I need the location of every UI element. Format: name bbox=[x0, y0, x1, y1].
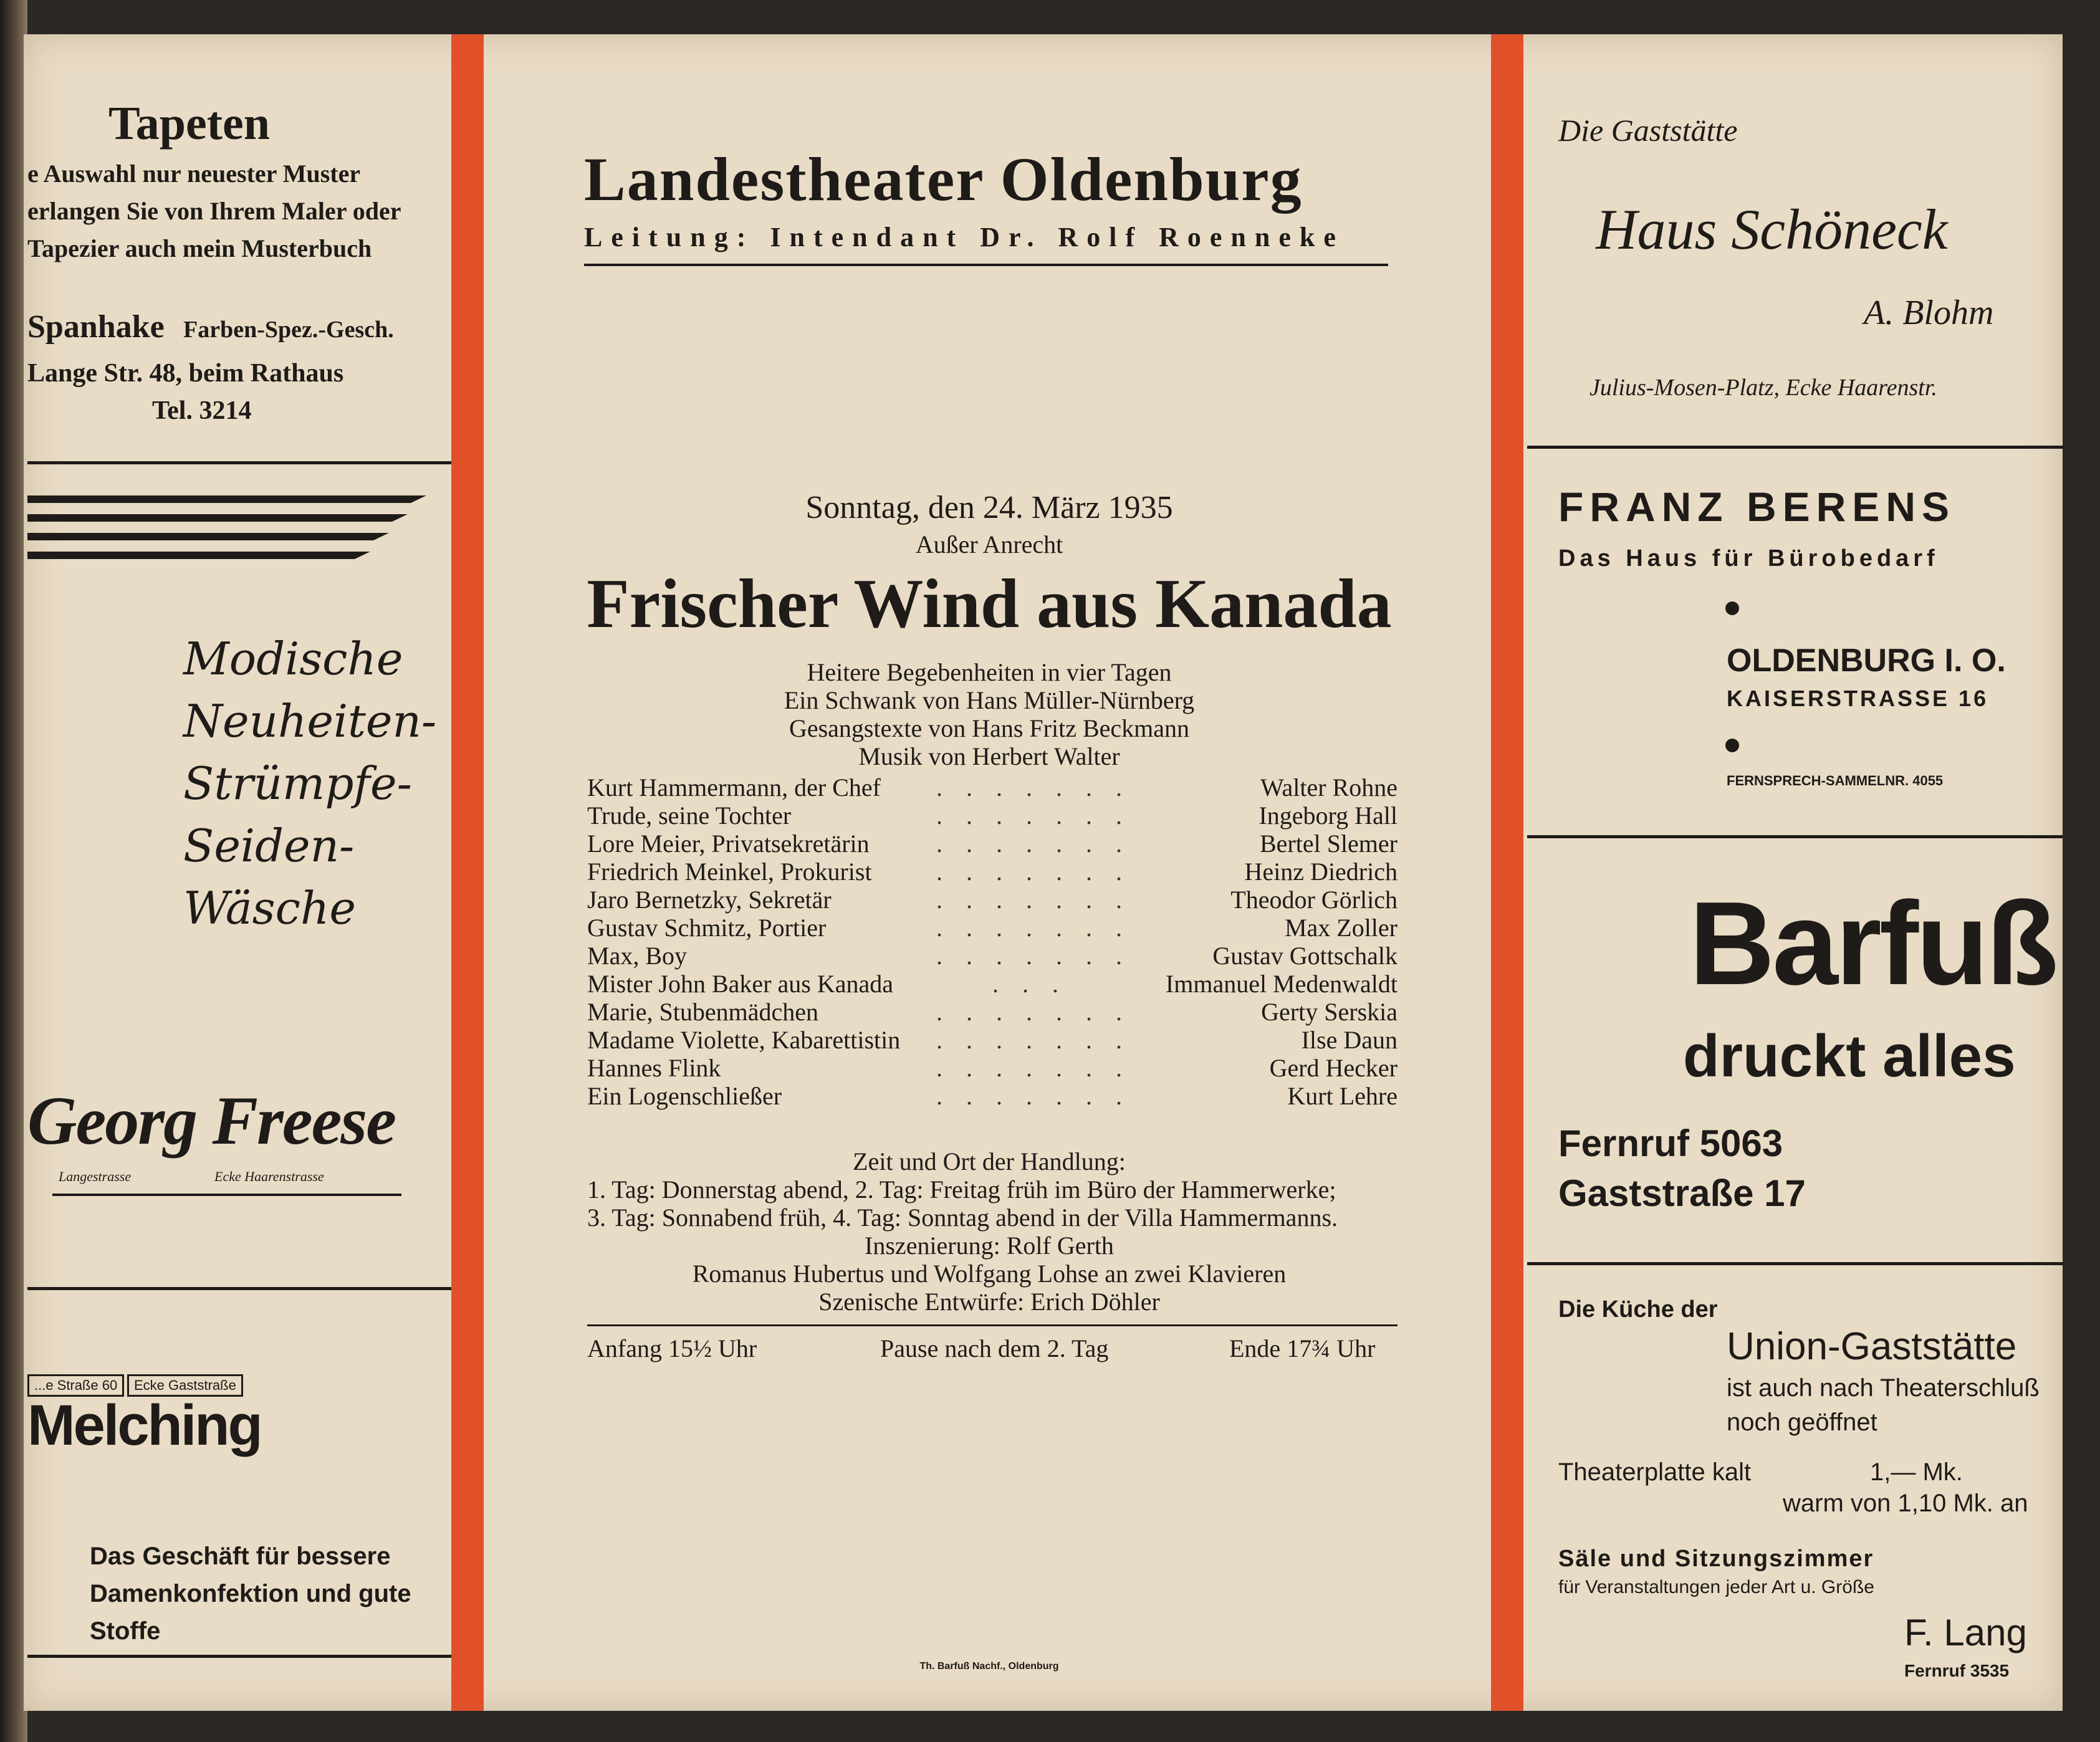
tapeten-line-1: e Auswahl nur neuester Muster bbox=[27, 160, 361, 188]
cast-dots: ....... bbox=[936, 802, 1146, 830]
union-line-2: ist auch nach Theaterschluß bbox=[1727, 1374, 2040, 1402]
cast-actor: Theodor Görlich bbox=[1230, 886, 1398, 914]
pianos-credit: Romanus Hubertus und Wolfgang Lohse an zwei Klavieren bbox=[692, 1260, 1287, 1288]
cast-row bbox=[587, 829, 1398, 856]
union-price-2: warm von 1,10 Mk. an bbox=[1783, 1490, 2028, 1517]
left-ad-column bbox=[27, 34, 451, 1711]
freese-logo: Georg Freese bbox=[27, 1083, 396, 1159]
design-credit: Szenische Entwürfe: Erich Döhler bbox=[818, 1288, 1160, 1316]
modische-line-3: Strümpfe- bbox=[183, 757, 412, 810]
freese-underline bbox=[52, 1194, 401, 1196]
melching-tag-1: ...e Straße 60 bbox=[27, 1374, 124, 1397]
cast-dots: ....... bbox=[936, 1054, 1146, 1082]
berens-phone: FERNSPRECH-SAMMELNR. 4055 bbox=[1727, 773, 1944, 788]
cast-row bbox=[587, 1053, 1398, 1081]
right-ad-column bbox=[1527, 34, 2063, 1711]
end-time: Ende 17¾ Uhr bbox=[1229, 1334, 1376, 1362]
divider bbox=[27, 461, 451, 464]
schoeneck-name: Haus Schöneck bbox=[1596, 198, 1948, 261]
freese-sub-2: Ecke Haarenstrasse bbox=[214, 1169, 324, 1184]
setting-line-2: 3. Tag: Sonnabend früh, 4. Tag: Sonntag abend in der Villa Hammermanns. bbox=[587, 1204, 1338, 1232]
bullet-dot bbox=[1725, 601, 1739, 615]
cast-dots: ....... bbox=[936, 830, 1146, 858]
barfuss-phone: Fernruf 5063 bbox=[1558, 1122, 1783, 1164]
modische-line-4: Seiden- bbox=[183, 820, 355, 872]
play-subtitle: Heitere Begebenheiten in vier Tagen bbox=[807, 658, 1172, 686]
theater-name: Landestheater Oldenburg bbox=[584, 145, 1303, 214]
tapeten-firm: Spanhake bbox=[27, 309, 165, 345]
cast-actor: Bertel Slemer bbox=[1259, 830, 1398, 858]
cast-actor: Immanuel Medenwaldt bbox=[1165, 970, 1398, 998]
tapeten-address: Lange Str. 48, beim Rathaus bbox=[27, 359, 344, 388]
tapeten-phone: Tel. 3214 bbox=[152, 396, 252, 425]
cast-dots: ....... bbox=[936, 858, 1146, 886]
cast-role: Lore Meier, Privatsekretärin bbox=[587, 830, 870, 858]
divider bbox=[27, 1655, 451, 1658]
melching-line-2: Damenkonfektion und gute bbox=[90, 1580, 411, 1607]
play-title: Frischer Wind aus Kanada bbox=[587, 565, 1392, 643]
cast-row bbox=[587, 941, 1398, 969]
barfuss-street: Gaststraße 17 bbox=[1558, 1172, 1806, 1214]
berens-street: KAISERSTRASSE 16 bbox=[1727, 686, 1989, 711]
cast-actor: Heinz Diedrich bbox=[1244, 858, 1398, 886]
tapeten-firm-type: Farben-Spez.-Gesch. bbox=[183, 317, 394, 343]
divider bbox=[1527, 446, 2063, 449]
cast-role: Ein Logenschließer bbox=[587, 1082, 782, 1110]
union-name: Union-Gaststätte bbox=[1727, 1325, 2017, 1368]
right-orange-bar bbox=[1491, 34, 1523, 1711]
play-music: Musik von Herbert Walter bbox=[858, 742, 1120, 770]
cast-actor: Kurt Lehre bbox=[1287, 1082, 1398, 1110]
cast-row bbox=[587, 1025, 1398, 1053]
schoeneck-owner: A. Blohm bbox=[1864, 294, 1994, 332]
cast-row bbox=[587, 1081, 1398, 1109]
cast-dots: ... bbox=[992, 970, 1082, 998]
cast-role: Trude, seine Tochter bbox=[587, 802, 792, 830]
cast-role: Marie, Stubenmädchen bbox=[587, 998, 818, 1026]
cast-role: Kurt Hammermann, der Chef bbox=[587, 773, 881, 802]
union-line-3: noch geöffnet bbox=[1727, 1409, 1877, 1436]
barfuss-name: Barfuß bbox=[1689, 878, 2056, 1010]
cast-row bbox=[587, 801, 1398, 828]
cast-dots: ....... bbox=[936, 942, 1146, 970]
divider bbox=[1527, 835, 2063, 838]
cast-role: Friedrich Meinkel, Prokurist bbox=[587, 858, 872, 886]
cast-dots: ....... bbox=[936, 1026, 1146, 1054]
union-plate: Theaterplatte kalt bbox=[1558, 1458, 1752, 1486]
modische-line-1: Modische bbox=[183, 633, 403, 685]
printer-imprint: Th. Barfuß Nachf., Oldenburg bbox=[919, 1661, 1059, 1672]
cast-row bbox=[587, 969, 1398, 997]
cast-actor: Ilse Daun bbox=[1301, 1026, 1398, 1054]
union-price-1: 1,— Mk. bbox=[1870, 1458, 1963, 1486]
start-time: Anfang 15½ Uhr bbox=[587, 1334, 757, 1362]
times-rule bbox=[587, 1324, 1398, 1326]
melching-line-3: Stoffe bbox=[90, 1617, 161, 1645]
cast-actor: Gerd Hecker bbox=[1269, 1054, 1398, 1082]
cast-actor: Ingeborg Hall bbox=[1259, 802, 1398, 830]
cast-row bbox=[587, 885, 1398, 912]
berens-tagline: Das Haus für Bürobedarf bbox=[1558, 545, 1939, 572]
tapeten-line-3: Tapezier auch mein Musterbuch bbox=[27, 234, 372, 262]
header-rule bbox=[584, 264, 1388, 266]
cast-row bbox=[587, 997, 1398, 1025]
cast-dots: ....... bbox=[936, 998, 1146, 1026]
setting-heading: Zeit und Ort der Handlung: bbox=[853, 1147, 1126, 1175]
union-rooms-sub: für Veranstaltungen jeder Art u. Größe bbox=[1558, 1577, 1874, 1597]
berens-city: OLDENBURG I. O. bbox=[1727, 643, 2006, 679]
cast-actor: Gustav Gottschalk bbox=[1212, 942, 1398, 970]
cast-dots: ....... bbox=[936, 886, 1146, 914]
theater-direction: Leitung: Intendant Dr. Rolf Roenneke bbox=[584, 222, 1345, 252]
tapeten-title: Tapeten bbox=[108, 97, 271, 150]
cast-list bbox=[587, 773, 1398, 1122]
modische-line-5: Wäsche bbox=[183, 882, 356, 934]
cast-actor: Gerty Serskia bbox=[1261, 998, 1398, 1026]
cast-row bbox=[587, 857, 1398, 884]
barfuss-tagline: druckt alles bbox=[1683, 1023, 2016, 1089]
stripes-ornament bbox=[27, 495, 426, 577]
union-rooms: Säle und Sitzungszimmer bbox=[1558, 1546, 1874, 1572]
union-line-1: Die Küche der bbox=[1558, 1296, 1718, 1323]
performance-date: Sonntag, den 24. März 1935 bbox=[805, 490, 1173, 525]
cast-actor: Max Zoller bbox=[1284, 914, 1398, 942]
setting-line-1: 1. Tag: Donnerstag abend, 2. Tag: Freitag früh im Büro der Hammerwerke; bbox=[587, 1175, 1336, 1204]
left-orange-bar bbox=[451, 34, 484, 1711]
freese-sub-1: Langestrasse bbox=[59, 1169, 132, 1184]
melching-line-1: Das Geschäft für bessere bbox=[90, 1543, 391, 1570]
play-author: Ein Schwank von Hans Müller-Nürnberg bbox=[784, 686, 1195, 714]
cast-role: Hannes Flink bbox=[587, 1054, 721, 1082]
union-phone: Fernruf 3535 bbox=[1904, 1661, 2010, 1680]
cast-role: Madame Violette, Kabarettistin bbox=[587, 1026, 901, 1054]
divider bbox=[1527, 1262, 2063, 1265]
cast-dots: ....... bbox=[936, 773, 1146, 802]
cast-dots: ....... bbox=[936, 914, 1146, 942]
program-column bbox=[487, 34, 1491, 1711]
berens-name: FRANZ BERENS bbox=[1558, 484, 1956, 530]
cast-actor: Walter Rohne bbox=[1260, 773, 1398, 802]
staging-credit: Inszenierung: Rolf Gerth bbox=[865, 1232, 1114, 1260]
cast-role: Mister John Baker aus Kanada bbox=[587, 970, 893, 998]
cast-role: Jaro Bernetzky, Sekretär bbox=[587, 886, 832, 914]
schoeneck-intro: Die Gaststätte bbox=[1558, 113, 1738, 148]
cast-row bbox=[587, 913, 1398, 940]
schoeneck-address: Julius-Mosen-Platz, Ecke Haarenstr. bbox=[1589, 375, 1937, 401]
melching-logo: Melching bbox=[27, 1394, 261, 1457]
union-owner: F. Lang bbox=[1904, 1612, 2027, 1653]
melching-tag-2: Ecke Gaststraße bbox=[127, 1374, 243, 1397]
pause-note: Pause nach dem 2. Tag bbox=[880, 1334, 1109, 1362]
modische-line-2: Neuheiten- bbox=[183, 695, 437, 747]
cast-role: Max, Boy bbox=[587, 942, 687, 970]
cast-role: Gustav Schmitz, Portier bbox=[587, 914, 827, 942]
play-lyrics: Gesangstexte von Hans Fritz Beckmann bbox=[789, 714, 1190, 742]
cast-row bbox=[587, 773, 1398, 800]
subscription-note: Außer Anrecht bbox=[915, 530, 1063, 558]
bullet-dot bbox=[1725, 739, 1739, 752]
cast-dots: ....... bbox=[936, 1082, 1146, 1110]
divider bbox=[27, 1287, 451, 1290]
tapeten-line-2: erlangen Sie von Ihrem Maler oder bbox=[27, 197, 401, 225]
